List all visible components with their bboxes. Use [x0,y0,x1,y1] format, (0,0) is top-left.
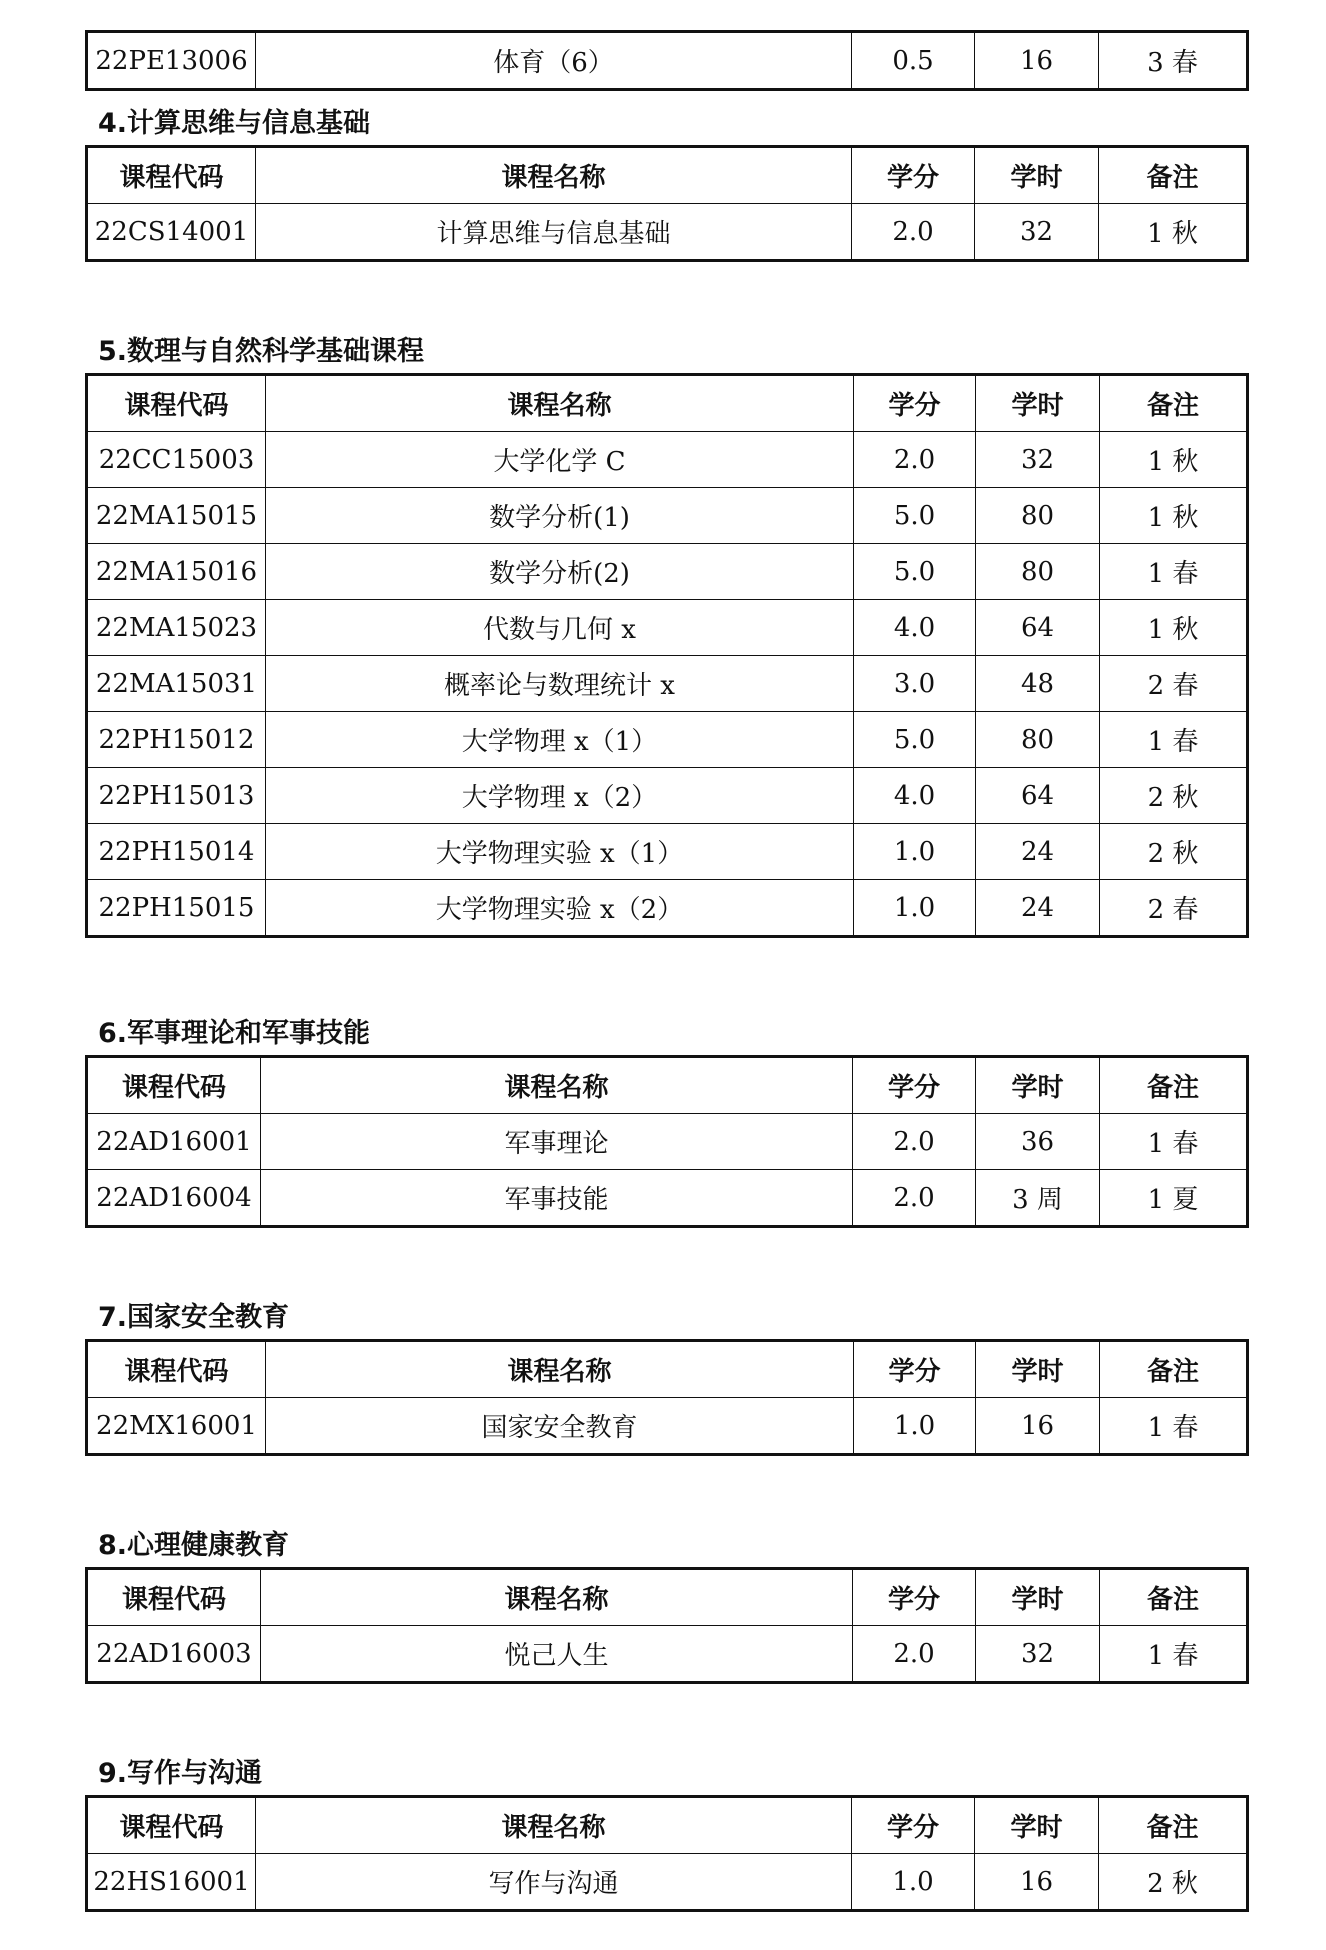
table-row [87,1398,1248,1455]
table-header-row [87,147,1248,204]
course-code: 22MA15016 [87,544,266,600]
course-name: 数学分析(1) [266,488,854,544]
header-hours: 学时 [976,1569,1100,1626]
course-credit: 5.0 [854,544,976,600]
header-code: 课程代码 [87,1569,261,1626]
course-credit: 0.5 [852,32,975,90]
course-code: 22PH15015 [87,880,266,937]
section-title: 4.计算思维与信息基础 [98,108,371,139]
course-credit: 2.0 [852,204,975,261]
header-hours: 学时 [976,1341,1100,1398]
header-name: 课程名称 [266,1341,854,1398]
course-credit: 3.0 [854,656,976,712]
table-header-row [87,375,1248,432]
table-row [87,880,1248,937]
course-code: 22HS16001 [87,1854,256,1911]
course-note: 1 春 [1100,1114,1248,1170]
course-table-6 [85,1055,1249,1228]
course-note: 1 秋 [1100,488,1248,544]
header-credit: 学分 [852,147,975,204]
course-hours: 16 [975,1854,1099,1911]
course-code: 22CC15003 [87,432,266,488]
course-note: 1 秋 [1100,432,1248,488]
course-name: 大学物理实验 x（1） [266,824,854,880]
course-name: 悦己人生 [261,1626,853,1683]
section-title: 6.军事理论和军事技能 [98,1018,371,1049]
course-note: 1 秋 [1100,600,1248,656]
table-row [87,544,1248,600]
course-code: 22PH15013 [87,768,266,824]
header-name: 课程名称 [256,1797,852,1854]
table-row [87,1626,1248,1683]
header-name: 课程名称 [256,147,852,204]
header-name: 课程名称 [266,375,854,432]
course-code: 22MA15023 [87,600,266,656]
table-row [87,1170,1248,1227]
course-name: 军事技能 [261,1170,853,1227]
course-code: 22MA15031 [87,656,266,712]
table-row [87,712,1248,768]
course-note: 1 春 [1100,544,1248,600]
course-hours: 64 [976,768,1100,824]
table-header-row [87,1569,1248,1626]
table-row [87,32,1248,90]
course-hours: 16 [976,1398,1100,1455]
table-row [87,204,1248,261]
header-code: 课程代码 [87,1057,261,1114]
header-name: 课程名称 [261,1569,853,1626]
header-code: 课程代码 [87,1341,266,1398]
section-title: 8.心理健康教育 [98,1530,290,1561]
header-code: 课程代码 [87,147,256,204]
course-credit: 2.0 [854,432,976,488]
header-hours: 学时 [975,1797,1099,1854]
course-credit: 1.0 [854,880,976,937]
section-title: 7.国家安全教育 [98,1302,290,1333]
course-code: 22MX16001 [87,1398,266,1455]
course-code: 22PH15014 [87,824,266,880]
header-note: 备注 [1099,1797,1248,1854]
course-credit: 2.0 [853,1170,976,1227]
course-hours: 24 [976,880,1100,937]
header-hours: 学时 [976,1057,1100,1114]
course-code: 22AD16004 [87,1170,261,1227]
course-code: 22CS14001 [87,204,256,261]
course-name: 代数与几何 x [266,600,854,656]
course-code: 22PH15012 [87,712,266,768]
table-row [87,488,1248,544]
course-note: 1 春 [1100,712,1248,768]
table-row [87,768,1248,824]
course-credit: 1.0 [854,824,976,880]
course-credit: 4.0 [854,600,976,656]
course-table-5 [85,373,1249,938]
course-hours: 80 [976,712,1100,768]
section-title: 5.数理与自然科学基础课程 [98,336,425,367]
course-note: 3 春 [1099,32,1248,90]
header-credit: 学分 [852,1797,975,1854]
course-hours: 32 [976,1626,1100,1683]
header-code: 课程代码 [87,375,266,432]
course-note: 2 春 [1100,656,1248,712]
course-hours: 64 [976,600,1100,656]
course-name: 大学物理 x（2） [266,768,854,824]
header-note: 备注 [1099,147,1248,204]
table-row [87,1854,1248,1911]
course-note: 1 春 [1100,1626,1248,1683]
course-credit: 2.0 [853,1114,976,1170]
course-hours: 80 [976,544,1100,600]
course-name: 军事理论 [261,1114,853,1170]
course-credit: 5.0 [854,488,976,544]
course-hours: 32 [976,432,1100,488]
header-name: 课程名称 [261,1057,853,1114]
course-name: 大学化学 C [266,432,854,488]
table-row [87,432,1248,488]
course-hours: 3 周 [976,1170,1100,1227]
course-credit: 1.0 [854,1398,976,1455]
course-credit: 2.0 [853,1626,976,1683]
course-name: 写作与沟通 [256,1854,852,1911]
course-hours: 24 [976,824,1100,880]
course-code: 22MA15015 [87,488,266,544]
course-name: 计算思维与信息基础 [256,204,852,261]
header-credit: 学分 [853,1057,976,1114]
course-note: 2 秋 [1100,824,1248,880]
table-header-row [87,1057,1248,1114]
course-table-8 [85,1567,1249,1684]
course-hours: 32 [975,204,1099,261]
course-table-top [85,30,1249,91]
course-note: 1 春 [1100,1398,1248,1455]
header-note: 备注 [1100,375,1248,432]
course-code: 22AD16001 [87,1114,261,1170]
table-row [87,656,1248,712]
table-row [87,824,1248,880]
header-hours: 学时 [975,147,1099,204]
header-credit: 学分 [854,1341,976,1398]
course-code: 22AD16003 [87,1626,261,1683]
course-credit: 5.0 [854,712,976,768]
course-note: 1 秋 [1099,204,1248,261]
course-note: 1 夏 [1100,1170,1248,1227]
course-name: 大学物理 x（1） [266,712,854,768]
table-header-row [87,1341,1248,1398]
course-name: 国家安全教育 [266,1398,854,1455]
course-hours: 48 [976,656,1100,712]
course-hours: 80 [976,488,1100,544]
course-name: 数学分析(2) [266,544,854,600]
table-row [87,1114,1248,1170]
header-note: 备注 [1100,1341,1248,1398]
course-note: 2 秋 [1100,768,1248,824]
header-credit: 学分 [854,375,976,432]
table-row [87,600,1248,656]
header-credit: 学分 [853,1569,976,1626]
course-code: 22PE13006 [87,32,256,90]
course-name: 大学物理实验 x（2） [266,880,854,937]
header-note: 备注 [1100,1569,1248,1626]
course-hours: 36 [976,1114,1100,1170]
course-name: 体育（6） [256,32,852,90]
course-note: 2 秋 [1099,1854,1248,1911]
course-name: 概率论与数理统计 x [266,656,854,712]
section-title: 9.写作与沟通 [98,1758,263,1789]
course-credit: 1.0 [852,1854,975,1911]
course-credit: 4.0 [854,768,976,824]
course-note: 2 春 [1100,880,1248,937]
course-hours: 16 [975,32,1099,90]
header-hours: 学时 [976,375,1100,432]
header-code: 课程代码 [87,1797,256,1854]
course-table-9 [85,1795,1249,1912]
course-table-4 [85,145,1249,262]
table-header-row [87,1797,1248,1854]
course-table-7 [85,1339,1249,1456]
header-note: 备注 [1100,1057,1248,1114]
